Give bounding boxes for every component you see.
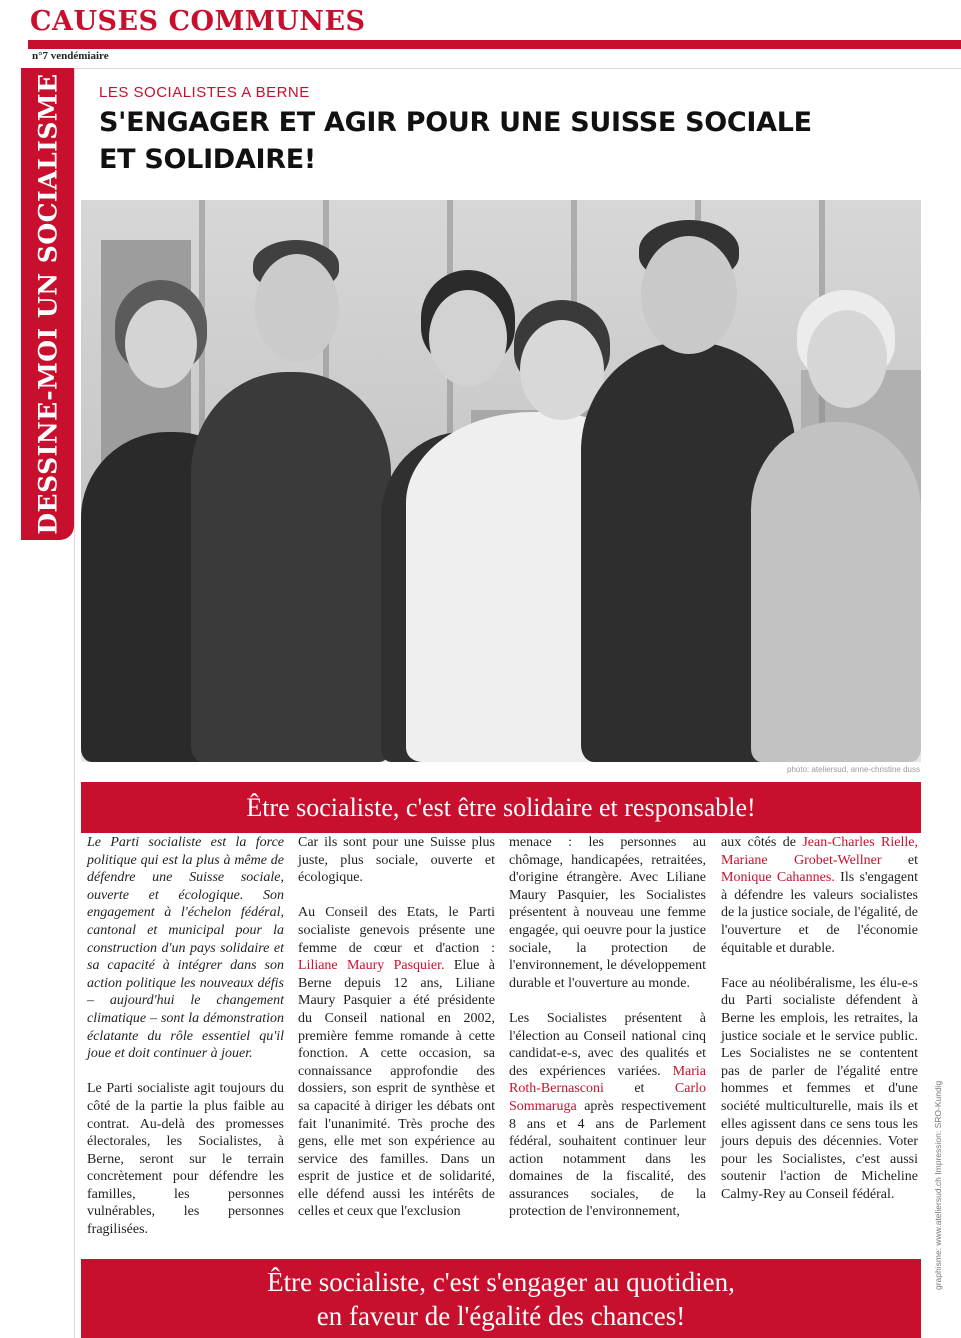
candidate-name: Mariane Grobet-Wellner [721,852,882,868]
masthead [0,0,961,62]
photo-credit: photo: ateliersud, anne-christine duss [787,765,920,774]
slogan-banner: Être socialiste, c'est être solidaire et responsable! [81,782,921,833]
text-column-1 [87,834,284,1239]
body-paragraph [298,904,495,1221]
candidate-name: Monique Cahannes. [721,870,835,886]
text-fragment: Les Socialistes présentent à l'élection au Conseil national cinq candidat-e-s, avec des qualités et des expériences variées. [509,1010,706,1079]
candidate-name: Jean-Charles Rielle, [802,835,918,850]
text-fragment: et [634,1081,645,1097]
text-fragment: après respectivement 8 ans et 4 ans de Parlement fédéral, souhaitent continuer leur action notamment dans les domaines de la fiscalité, des assurances sociales, de la protection de l'environnement, [509,1098,706,1220]
text-fragment: Ils s'engagent à défendre les valeurs socialistes de la justice sociale, de l'égalité, de l'ouverture et de l'économie équitable et durable. [721,870,919,956]
photo-person [191,240,391,762]
text-fragment: Au Conseil des Etats, le Parti socialiste genevois présente une femme de cœur et d'action : [298,905,495,956]
body-paragraph: Le Parti socialiste agit toujours du côté de la partie la plus faible au contrat. Au-delà des promesses électorales, les Socialistes, à Berne, seront sur le terrain concrètement pour défendre les familles, les personnes vulnérables, les personnes fragilisées. [87,1081,284,1238]
article-kicker: LES SOCIALISTES A BERNE [99,84,310,101]
text-column-3 [509,834,706,1221]
text-fragment: et [907,852,918,868]
masthead-rule [28,40,961,49]
publication-title: CAUSES COMMUNES [30,6,366,37]
text-column-2 [298,834,495,1221]
closing-slogan-line-1: Être socialiste, c'est s'engager au quotidien, [267,1267,735,1297]
group-photo [81,200,921,762]
body-paragraph: menace : les personnes au chômage, handicapées, retraitées, d'origine étrangère. Avec Liliane Maury Pasquier, les Socialistes présentent à nouveau une femme engagée, qui oeuvre pour la justice sociale, la protection de l'environnement, le développement durable et l'ouverture au monde. [509,835,706,991]
article-headline: S'ENGAGER ET AGIR POUR UNE SUISSE SOCIALE ET SOLIDAIRE! [99,107,812,175]
text-fragment: Elue à Berne depuis 12 ans, Liliane Maury Pasquier a été présidente du Conseil national en 2002, première femme romande à cette fonction. A cette occasion, sa connaissance approfondie des dossiers, son esprit de synthèse et sa capacité à diriger les débats ont fait l'unanimité. Très proche des gens, elle met son expérience au service des familles. Dans un esprit de justice et de solidarité, elle défend aussi les intérêts de celles et ceux que l'exclusion [298,958,495,1220]
print-credit: graphisme: www.ateliersud.ch Impression: SRO-Kundig [933,1080,943,1290]
body-paragraph: Car ils sont pour une Suisse plus juste, plus sociale, ouverte et écologique. [298,835,495,886]
body-paragraph: Face au néolibéralisme, les élu-e-s du Parti socialiste défendent à Berne les emplois, les retraites, la justice sociale et le service public. Les Socialistes ne se contentent pas de parler de l'égalité entre hommes et femmes et d'une société multiculturelle, mais ils et elles agissent dans ce sens tous les jours depuis des décennies. Voter pour les Socialistes, c'est aussi soutenir l'action de Micheline Calmy-Rey au Conseil fédéral. [721,975,918,1202]
section-banner-text: DESSINE-MOI UN SOCIALISME [33,73,62,535]
candidate-name: Carlo Sommaruga [509,1081,706,1114]
text-fragment: aux côtés de [721,835,796,850]
candidate-name: Maria Roth-Bernasconi [509,1063,707,1097]
body-paragraph [509,1010,706,1221]
lead-paragraph: Le Parti socialiste est la force politique qui est la plus à même de défendre une Suisse sociale, ouverte et écologique. Son engagement à l'échelon fédéral, cantonal et municipal pour la construction d'un pays solidaire et sa capacité à intégrer dans son action politique les nouveaux défis – aujourd'hui le changement climatique – sont la démonstration éclatante du rôle essentiel qu'il joue et doit continuer à jouer. [87,835,284,1062]
closing-slogan-line-2: en faveur de l'égalité des chances! [316,1301,686,1331]
candidate-name: Liliane Maury Pasquier. [298,958,445,974]
issue-number: n°7 vendémiaire [32,50,109,62]
body-paragraph [721,834,918,957]
closing-slogan-banner [81,1259,921,1338]
photo-person [751,290,921,762]
section-banner [21,68,74,540]
text-column-4 [721,834,918,1203]
